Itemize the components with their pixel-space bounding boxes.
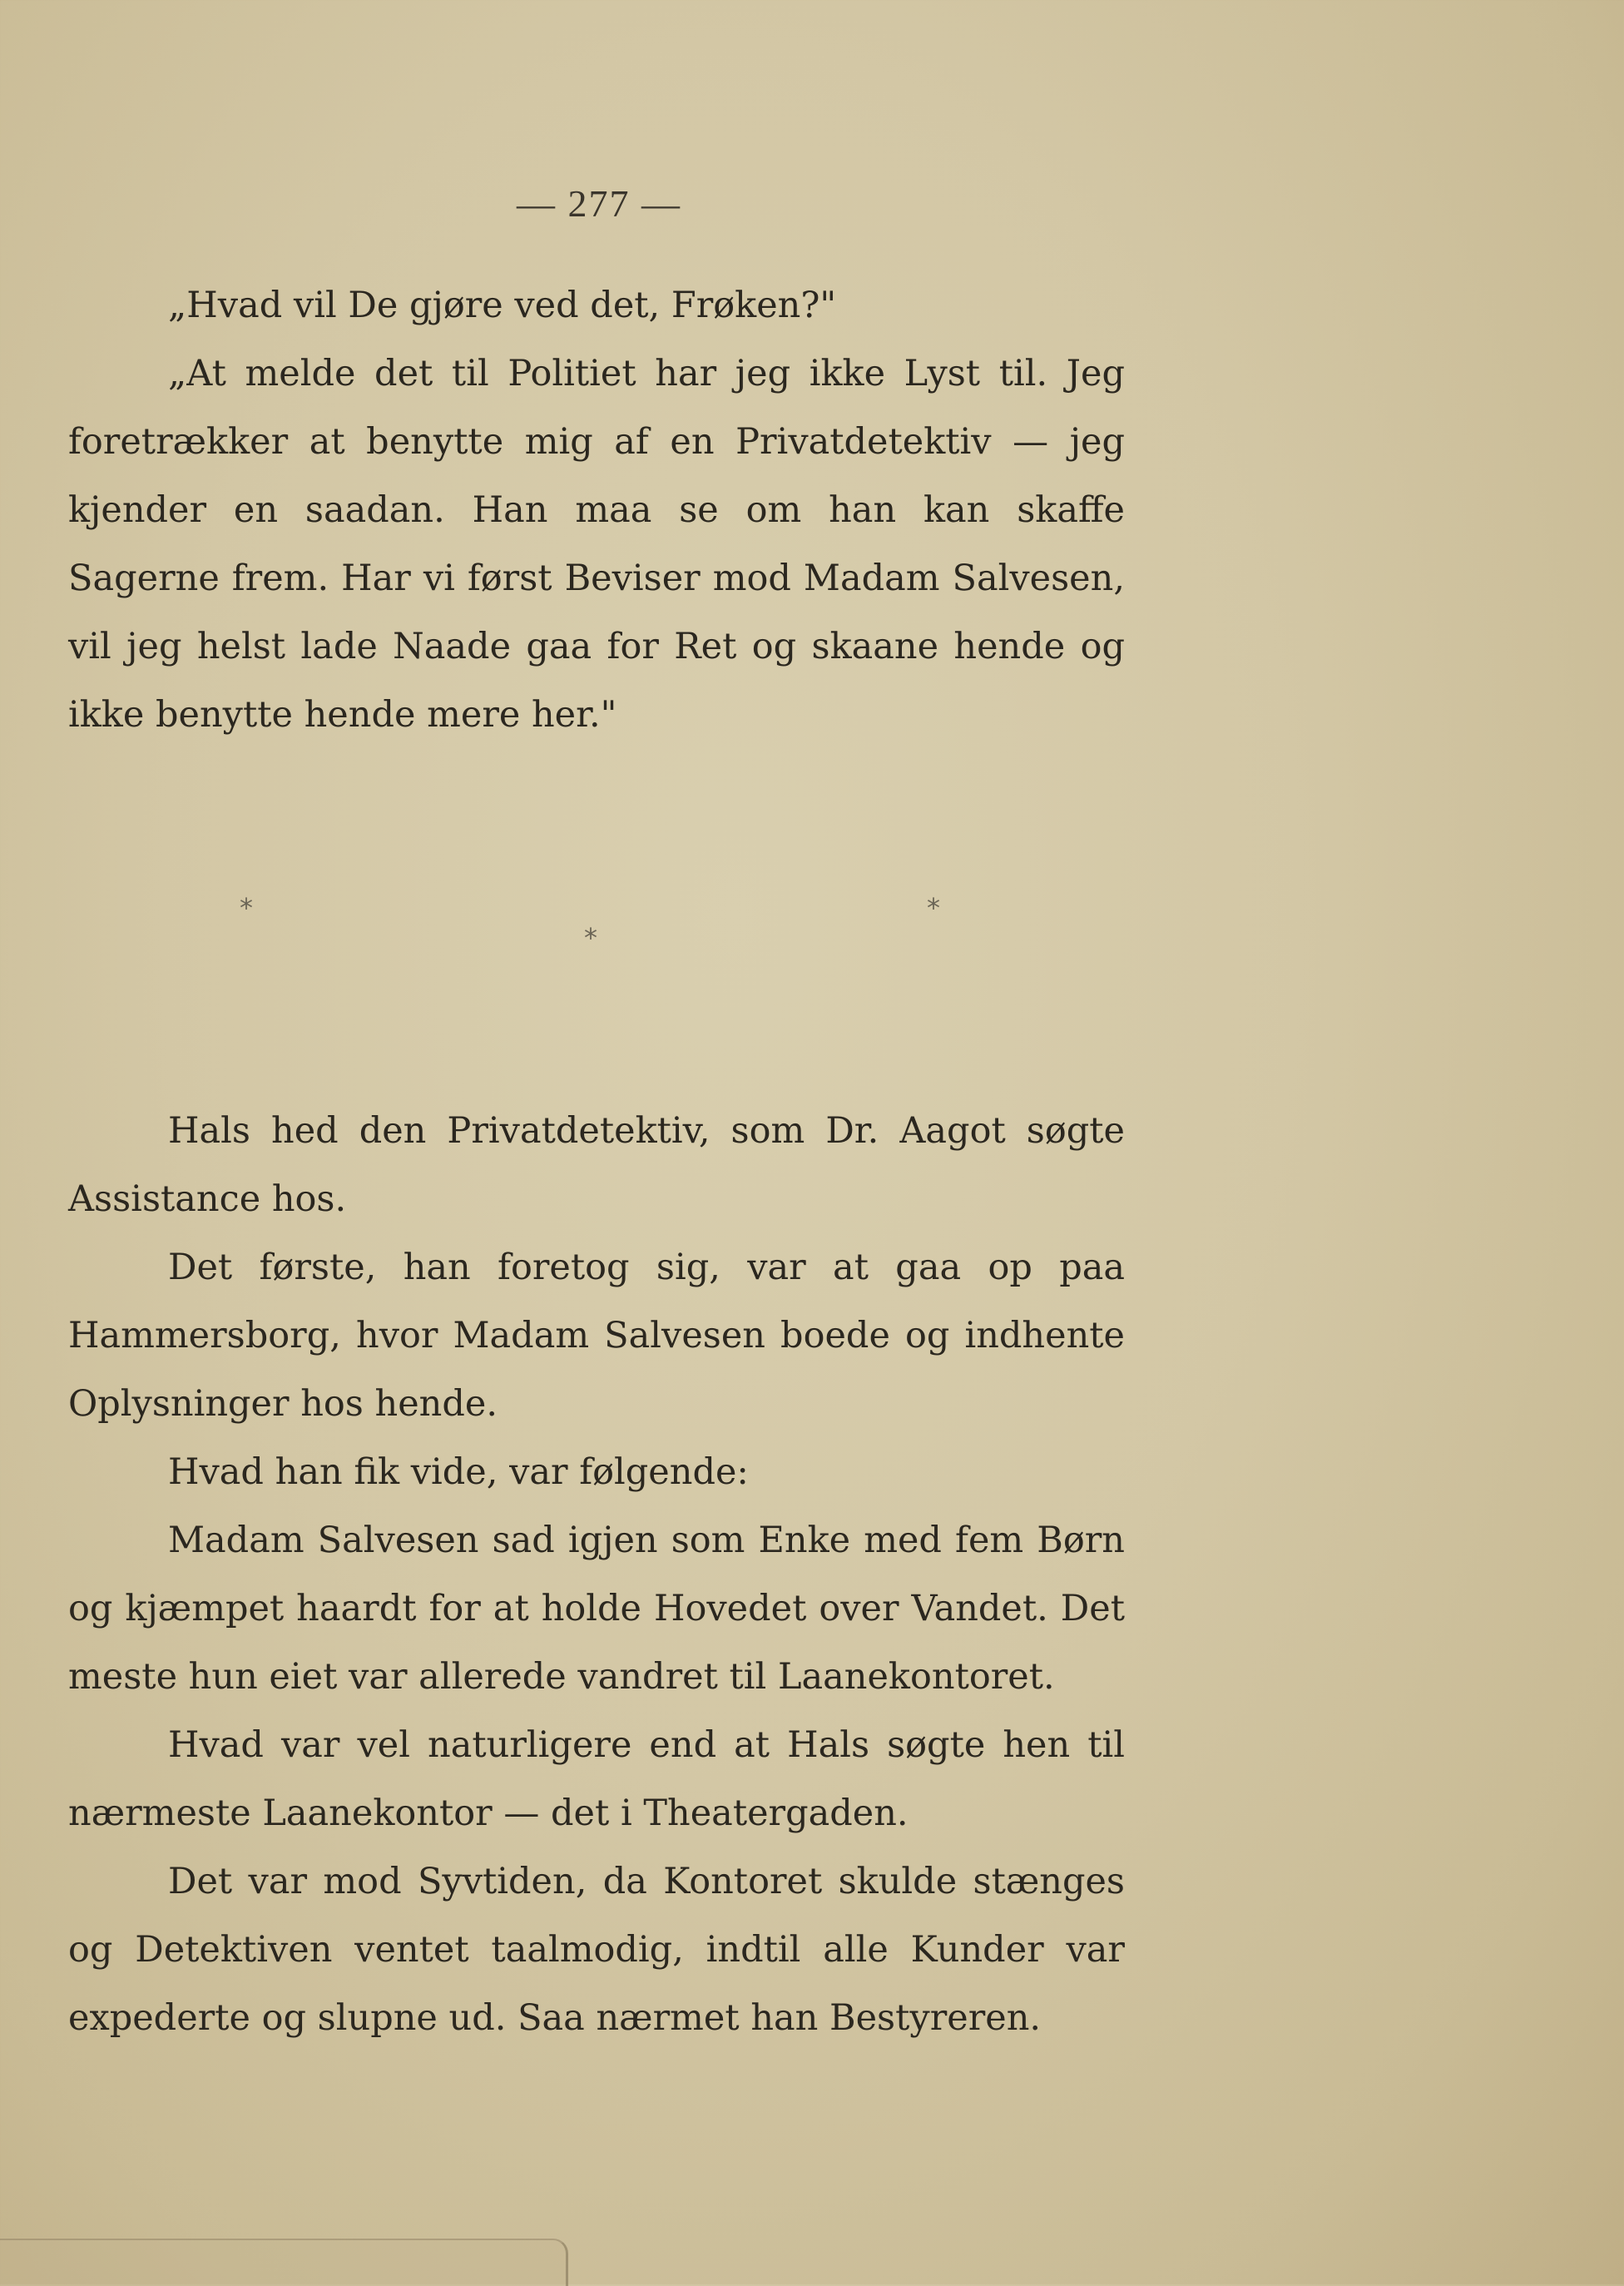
paragraph: Madam Salvesen sad igjen som Enke med fem Børn og kjæmpet haardt for at holde Hovedet over Vandet. Det meste hun eiet var allerede vandret til Laanekontoret. [68, 1520, 1125, 1698]
page-fold-edge [0, 2239, 568, 2286]
asterisk-symbol: * [584, 922, 597, 954]
page-number: — 277 — [517, 182, 681, 225]
text-block-dialogue [68, 271, 1125, 749]
paragraph: Hvad var vel naturligere end at Hals søgte hen til nærmeste Laanekontor — det i Theatergaden. [68, 1724, 1125, 1834]
asterisk-symbol: * [240, 892, 253, 924]
section-break [0, 890, 1624, 957]
paragraph: Hals hed den Privatdetektiv, som Dr. Aagot søgte Assistance hos. [68, 1110, 1125, 1220]
text-block-narrative [68, 1097, 1125, 2052]
paragraph: Hvad han fik vide, var følgende: [168, 1451, 749, 1493]
paragraph: Det var mod Syvtiden, da Kontoret skulde stænges og Detektiven ventet taalmodig, indtil alle Kunder var expederte og slupne ud. Saa nærmet han Bestyreren. [68, 1861, 1125, 2039]
asterisk-symbol: * [927, 892, 940, 924]
paragraph: „At melde det til Politiet har jeg ikke Lyst til. Jeg foretrækker at benytte mig af en Privatdetektiv — jeg kjender en saadan. Han maa se om han kan skaffe Sagerne frem. Har vi først Beviser mod Madam Salvesen, vil jeg helst lade Naade gaa for Ret og skaane hende og ikke benytte hende mere her." [68, 353, 1125, 736]
paragraph: „Hvad vil De gjøre ved det, Frøken?" [168, 285, 837, 326]
paragraph: Det første, han foretog sig, var at gaa op paa Hammersborg, hvor Madam Salvesen boede og indhente Oplysninger hos hende. [68, 1247, 1125, 1425]
